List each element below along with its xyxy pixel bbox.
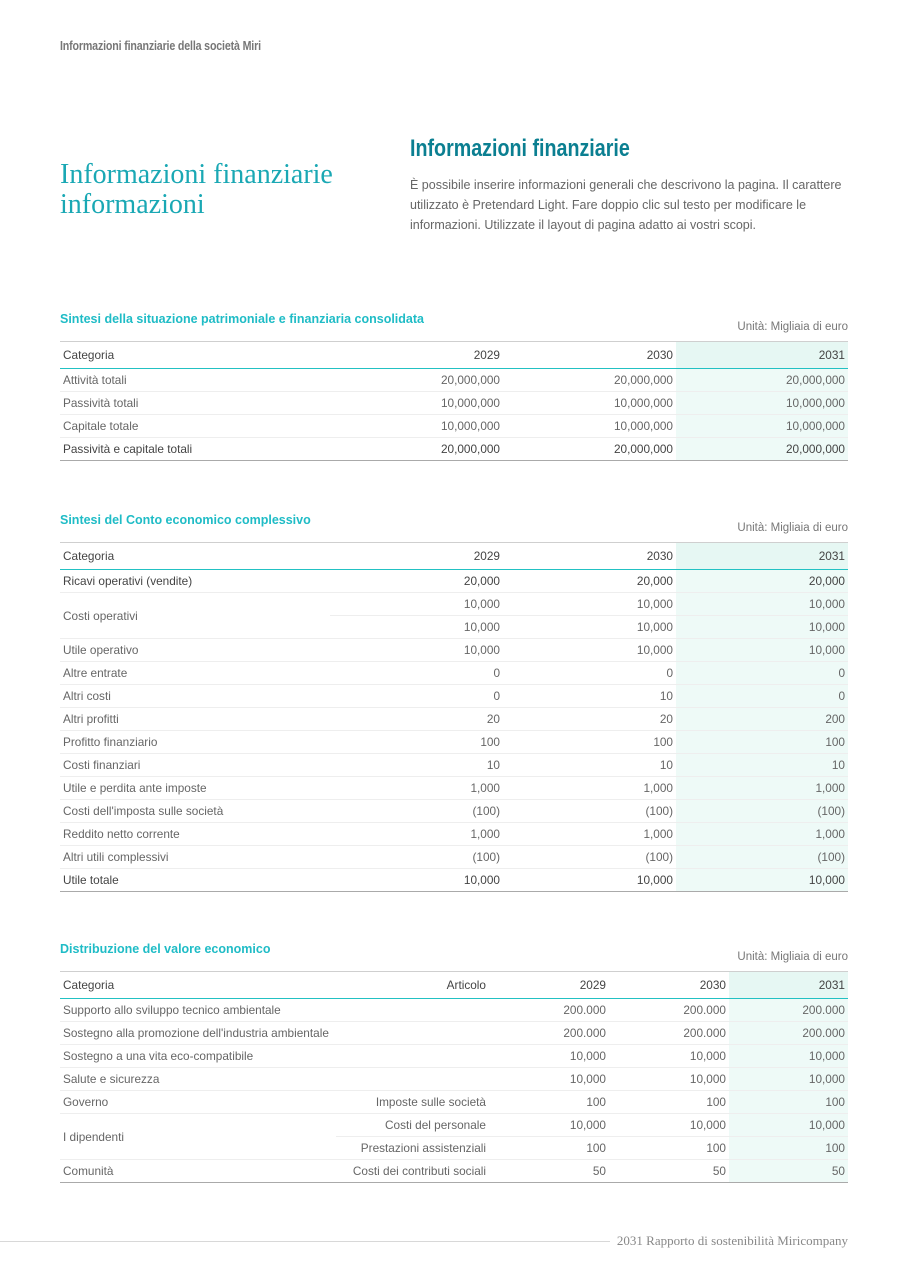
cell: 10,000 bbox=[609, 1114, 729, 1137]
cell: 20,000,000 bbox=[330, 369, 503, 392]
cell: Prestazioni assistenziali bbox=[336, 1137, 489, 1160]
cell: 10,000,000 bbox=[676, 415, 848, 438]
cell: 100 bbox=[729, 1137, 848, 1160]
section-title: Sintesi del Conto economico complessivo bbox=[60, 513, 311, 527]
intro-block bbox=[410, 135, 860, 235]
table-row bbox=[60, 369, 848, 392]
cell: 10,000,000 bbox=[503, 415, 676, 438]
cell: 200.000 bbox=[729, 1022, 848, 1045]
table-row bbox=[60, 1045, 848, 1068]
column-header: Articolo bbox=[336, 972, 489, 999]
cell: 200.000 bbox=[609, 999, 729, 1022]
cell: Attività totali bbox=[60, 369, 330, 392]
cell: 0 bbox=[503, 662, 676, 685]
cell: 50 bbox=[489, 1160, 609, 1183]
cell: Utile operativo bbox=[60, 639, 330, 662]
table-row bbox=[60, 392, 848, 415]
cell: 10,000 bbox=[503, 616, 676, 639]
unit-label: Unità: Migliaia di euro bbox=[737, 951, 848, 963]
unit-label: Unità: Migliaia di euro bbox=[737, 522, 848, 534]
cell: 20,000 bbox=[330, 570, 503, 593]
cell: 1,000 bbox=[676, 777, 848, 800]
cell: 1,000 bbox=[676, 823, 848, 846]
cell: 100 bbox=[489, 1137, 609, 1160]
column-header: Categoria bbox=[60, 342, 330, 369]
economic-value-table bbox=[60, 971, 848, 1183]
cell: 1,000 bbox=[503, 823, 676, 846]
table-row bbox=[60, 639, 848, 662]
section-title: Sintesi della situazione patrimoniale e finanziaria consolidata bbox=[60, 312, 424, 326]
cell: 100 bbox=[729, 1091, 848, 1114]
table-row bbox=[60, 415, 848, 438]
cell: 200.000 bbox=[489, 1022, 609, 1045]
cell: 10 bbox=[503, 685, 676, 708]
column-header: 2030 bbox=[503, 543, 676, 570]
unit-label: Unità: Migliaia di euro bbox=[737, 321, 848, 333]
cell: 10,000 bbox=[676, 593, 848, 616]
cell: 10,000 bbox=[503, 869, 676, 892]
cell: Passività e capitale totali bbox=[60, 438, 330, 461]
cell: Utile e perdita ante imposte bbox=[60, 777, 330, 800]
column-header: 2030 bbox=[609, 972, 729, 999]
cell: 100 bbox=[676, 731, 848, 754]
cell: Capitale totale bbox=[60, 415, 330, 438]
cell: 10,000 bbox=[676, 869, 848, 892]
cell: Altre entrate bbox=[60, 662, 330, 685]
cell: Reddito netto corrente bbox=[60, 823, 330, 846]
cell: 0 bbox=[676, 662, 848, 685]
cell: Sostegno alla promozione dell'industria ambientale bbox=[60, 1022, 489, 1045]
table-row bbox=[60, 800, 848, 823]
table-row-total bbox=[60, 438, 848, 461]
cell: (100) bbox=[503, 800, 676, 823]
table-row bbox=[60, 1022, 848, 1045]
running-header: Informazioni finanziarie della società Miri bbox=[60, 38, 261, 53]
cell: 20,000,000 bbox=[503, 369, 676, 392]
intro-heading: Informazioni finanziarie bbox=[410, 135, 630, 162]
cell: 50 bbox=[609, 1160, 729, 1183]
intro-body: È possibile inserire informazioni generali che descrivono la pagina. Il carattere utilizzato è Pretendard Light. Fare doppio clic sul testo per modificare le informazioni. Utilizzate il layout di pagina adatto ai vostri scopi. bbox=[410, 178, 842, 232]
column-header: 2029 bbox=[489, 972, 609, 999]
page-title bbox=[60, 160, 380, 220]
table-row bbox=[60, 999, 848, 1022]
cell: 10,000 bbox=[609, 1045, 729, 1068]
cell: Profitto finanziario bbox=[60, 731, 330, 754]
cell: (100) bbox=[330, 846, 503, 869]
table-row bbox=[60, 593, 848, 616]
table-row bbox=[60, 777, 848, 800]
table-row bbox=[60, 846, 848, 869]
cell: 0 bbox=[676, 685, 848, 708]
table-row bbox=[60, 823, 848, 846]
cell: Costi dell'imposta sulle società bbox=[60, 800, 330, 823]
page-title-line-2: informazioni bbox=[60, 189, 205, 220]
balance-sheet-section bbox=[60, 312, 848, 461]
cell: 0 bbox=[330, 662, 503, 685]
cell: 20,000,000 bbox=[676, 369, 848, 392]
footer-divider bbox=[0, 1241, 610, 1242]
table-row bbox=[60, 685, 848, 708]
cell: Costi finanziari bbox=[60, 754, 330, 777]
table-header-row bbox=[60, 342, 848, 369]
cell: 10,000 bbox=[330, 869, 503, 892]
cell: 100 bbox=[609, 1091, 729, 1114]
cell: 20 bbox=[330, 708, 503, 731]
cell: 10 bbox=[676, 754, 848, 777]
cell: 10,000,000 bbox=[503, 392, 676, 415]
cell: 0 bbox=[330, 685, 503, 708]
cell: 20,000 bbox=[676, 570, 848, 593]
cell: 50 bbox=[729, 1160, 848, 1183]
cell: 10,000,000 bbox=[330, 415, 503, 438]
cell: (100) bbox=[676, 800, 848, 823]
cell: 1,000 bbox=[503, 777, 676, 800]
table-row bbox=[60, 708, 848, 731]
cell: Passività totali bbox=[60, 392, 330, 415]
cell: Costi operativi bbox=[60, 593, 330, 639]
cell: Altri costi bbox=[60, 685, 330, 708]
cell: 10,000 bbox=[489, 1068, 609, 1091]
cell: Altri profitti bbox=[60, 708, 330, 731]
cell: 200.000 bbox=[729, 999, 848, 1022]
table-row bbox=[60, 1160, 848, 1183]
table-row-total bbox=[60, 869, 848, 892]
economic-value-section bbox=[60, 942, 848, 1183]
table-row bbox=[60, 1114, 848, 1137]
cell: 20,000,000 bbox=[330, 438, 503, 461]
table-row bbox=[60, 662, 848, 685]
cell: Supporto allo sviluppo tecnico ambientale bbox=[60, 999, 489, 1022]
cell: 20 bbox=[503, 708, 676, 731]
cell: 10,000 bbox=[330, 593, 503, 616]
cell: 10 bbox=[503, 754, 676, 777]
cell: 10 bbox=[330, 754, 503, 777]
table-row bbox=[60, 570, 848, 593]
table-header-row bbox=[60, 543, 848, 570]
cell: 1,000 bbox=[330, 823, 503, 846]
cell: 10,000 bbox=[729, 1114, 848, 1137]
cell: Sostegno a una vita eco-compatibile bbox=[60, 1045, 489, 1068]
cell: Utile totale bbox=[60, 869, 330, 892]
cell: 200 bbox=[676, 708, 848, 731]
table-row bbox=[60, 1068, 848, 1091]
cell: Salute e sicurezza bbox=[60, 1068, 489, 1091]
column-header: 2029 bbox=[330, 342, 503, 369]
cell: 1,000 bbox=[330, 777, 503, 800]
column-header: 2031 bbox=[729, 972, 848, 999]
cell: 10,000 bbox=[489, 1045, 609, 1068]
cell: Costi del personale bbox=[336, 1114, 489, 1137]
page-footer: 2031 Rapporto di sostenibilità Miricompany bbox=[616, 1233, 848, 1248]
column-header: 2031 bbox=[676, 342, 848, 369]
table-row bbox=[60, 754, 848, 777]
cell: 20,000 bbox=[503, 570, 676, 593]
cell: 100 bbox=[609, 1137, 729, 1160]
cell: Governo bbox=[60, 1091, 336, 1114]
income-statement-table bbox=[60, 542, 848, 892]
column-header: 2029 bbox=[330, 543, 503, 570]
cell: (100) bbox=[330, 800, 503, 823]
table-row bbox=[60, 731, 848, 754]
column-header: 2030 bbox=[503, 342, 676, 369]
cell: 10,000,000 bbox=[330, 392, 503, 415]
cell: 100 bbox=[330, 731, 503, 754]
cell: 10,000 bbox=[503, 593, 676, 616]
page-title-line-1: Informazioni finanziarie bbox=[60, 159, 333, 190]
cell: 20,000,000 bbox=[503, 438, 676, 461]
cell: 10,000 bbox=[729, 1068, 848, 1091]
cell: Ricavi operativi (vendite) bbox=[60, 570, 330, 593]
cell: Comunità bbox=[60, 1160, 336, 1183]
cell: 20,000,000 bbox=[676, 438, 848, 461]
cell: 10,000 bbox=[676, 639, 848, 662]
section-title: Distribuzione del valore economico bbox=[60, 942, 271, 956]
cell: Costi dei contributi sociali bbox=[336, 1160, 489, 1183]
cell: 10,000 bbox=[330, 639, 503, 662]
cell: I dipendenti bbox=[60, 1114, 336, 1160]
cell: 10,000 bbox=[503, 639, 676, 662]
table-header-row bbox=[60, 972, 848, 999]
column-header: 2031 bbox=[676, 543, 848, 570]
cell: 100 bbox=[503, 731, 676, 754]
table-row bbox=[60, 1091, 848, 1114]
income-statement-section bbox=[60, 513, 848, 892]
cell: (100) bbox=[503, 846, 676, 869]
cell: 10,000 bbox=[676, 616, 848, 639]
cell: 10,000 bbox=[330, 616, 503, 639]
cell: 10,000,000 bbox=[676, 392, 848, 415]
cell: 200.000 bbox=[489, 999, 609, 1022]
cell: 10,000 bbox=[729, 1045, 848, 1068]
cell: 10,000 bbox=[489, 1114, 609, 1137]
cell: Altri utili complessivi bbox=[60, 846, 330, 869]
balance-sheet-table bbox=[60, 341, 848, 461]
column-header: Categoria bbox=[60, 543, 330, 570]
cell: 10,000 bbox=[609, 1068, 729, 1091]
cell: 100 bbox=[489, 1091, 609, 1114]
column-header: Categoria bbox=[60, 972, 336, 999]
cell: Imposte sulle società bbox=[336, 1091, 489, 1114]
cell: (100) bbox=[676, 846, 848, 869]
cell: 200.000 bbox=[609, 1022, 729, 1045]
